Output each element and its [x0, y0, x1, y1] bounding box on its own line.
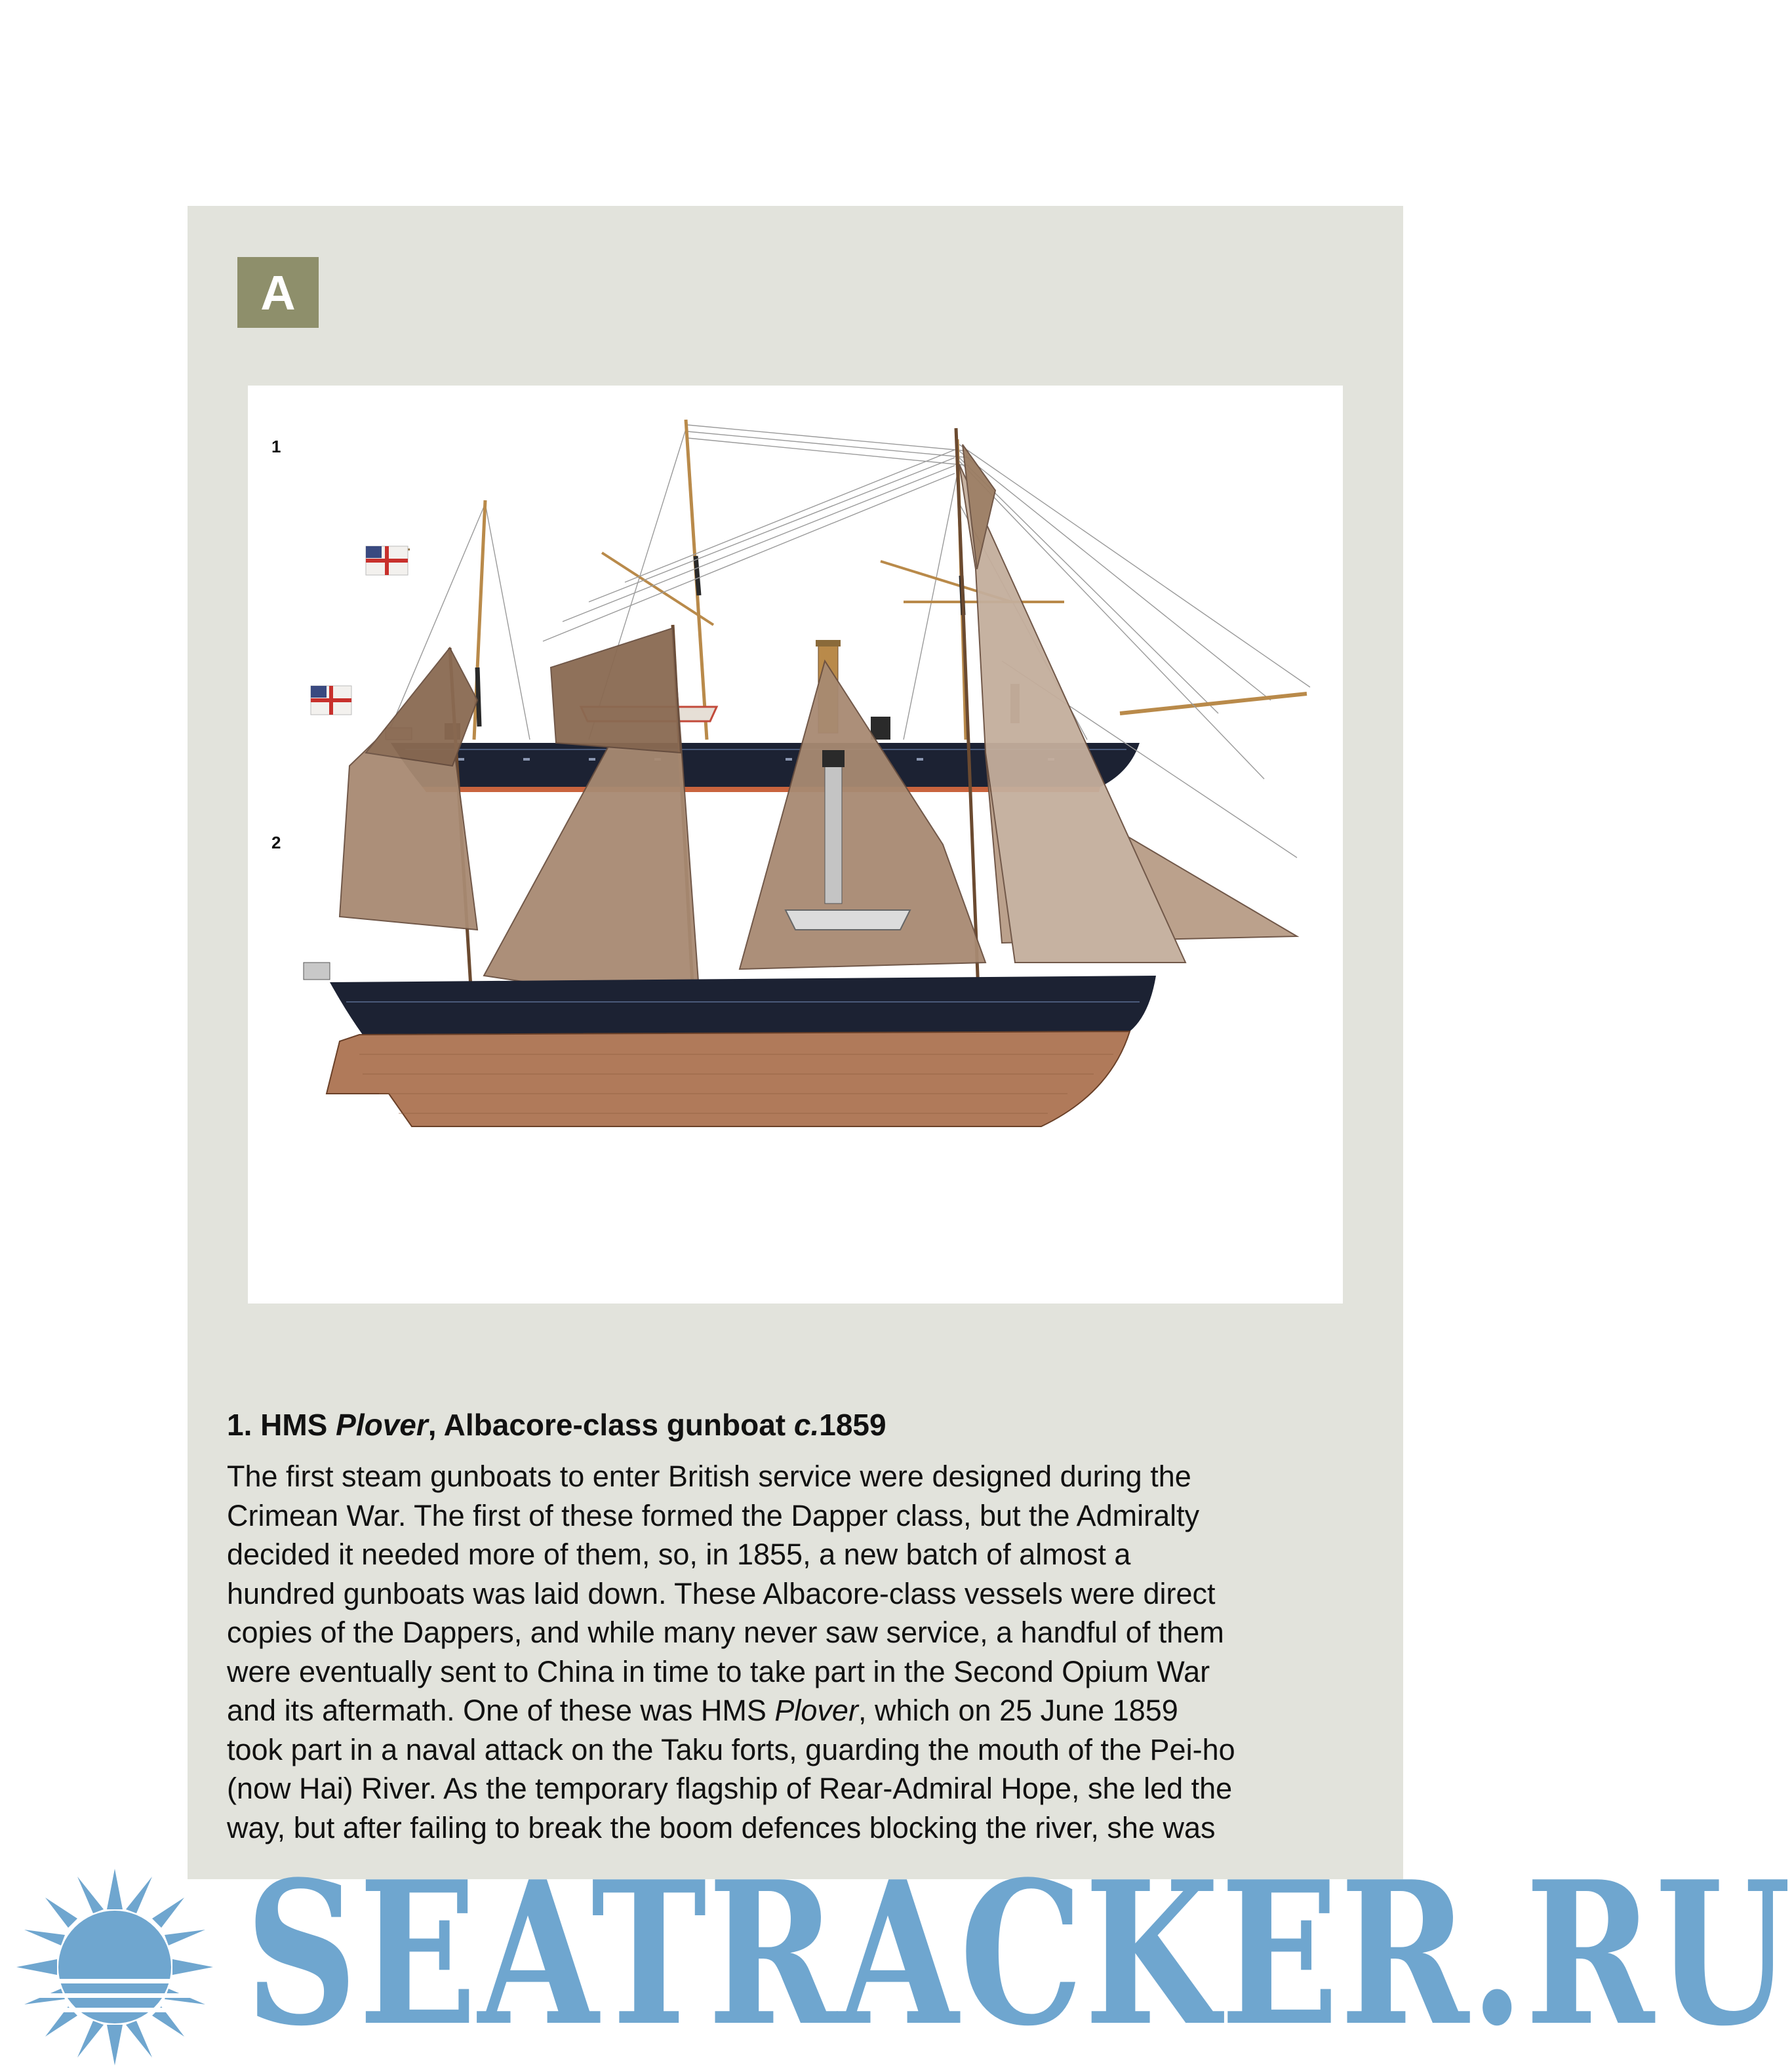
caption-line: were eventually sent to China in time to take part in the Second Opium War	[227, 1654, 1210, 1688]
caption-line: decided it needed more of them, so, in 1855, a new batch of almost a	[227, 1538, 1131, 1571]
caption-title-ship-name: Plover	[336, 1408, 428, 1442]
ship-drawings	[248, 386, 1343, 1304]
caption-title-class: , Albacore-class gunboat	[428, 1408, 794, 1442]
watermark-text: SEATRACKER.RU	[245, 1838, 1792, 2069]
caption-title-year: 1859	[819, 1408, 886, 1442]
caption-line: way, but after failing to break the boom defences blocking the river, she was	[227, 1810, 1216, 1844]
ship-2-drawing	[304, 428, 1297, 1126]
caption-line: copies of the Dappers, and while many never saw service, a handful of them	[227, 1616, 1224, 1649]
caption-line-text: , which on 25 June 1859	[858, 1694, 1178, 1727]
caption-line-text: and its aftermath. One of these was HMS	[227, 1694, 775, 1727]
ship-illustration	[248, 386, 1343, 1304]
figure-number-1: 1	[271, 437, 281, 456]
caption-title-prefix: 1. HMS	[227, 1408, 336, 1442]
caption-title-circa: c.	[793, 1408, 820, 1442]
caption-ship-name: Plover	[774, 1694, 858, 1727]
caption-line	[227, 1691, 1368, 1730]
plate-letter-badge	[237, 257, 319, 328]
caption-line: hundred gunboats was laid down. These Albacore-class vessels were direct	[227, 1576, 1216, 1610]
caption-line: The first steam gunboats to enter British service were designed during the	[227, 1460, 1191, 1493]
plate-letter: A	[260, 265, 296, 320]
caption-line: (now Hai) River. As the temporary flagship of Rear-Admiral Hope, she led the	[227, 1772, 1233, 1805]
caption-title	[227, 1407, 1368, 1443]
caption-line: took part in a naval attack on the Taku forts, guarding the mouth of the Pei-ho	[227, 1732, 1235, 1766]
caption-line: Crimean War. The first of these formed the Dapper class, but the Admiralty	[227, 1498, 1200, 1532]
figure-number-2: 2	[271, 833, 281, 852]
caption-body	[227, 1457, 1368, 1847]
